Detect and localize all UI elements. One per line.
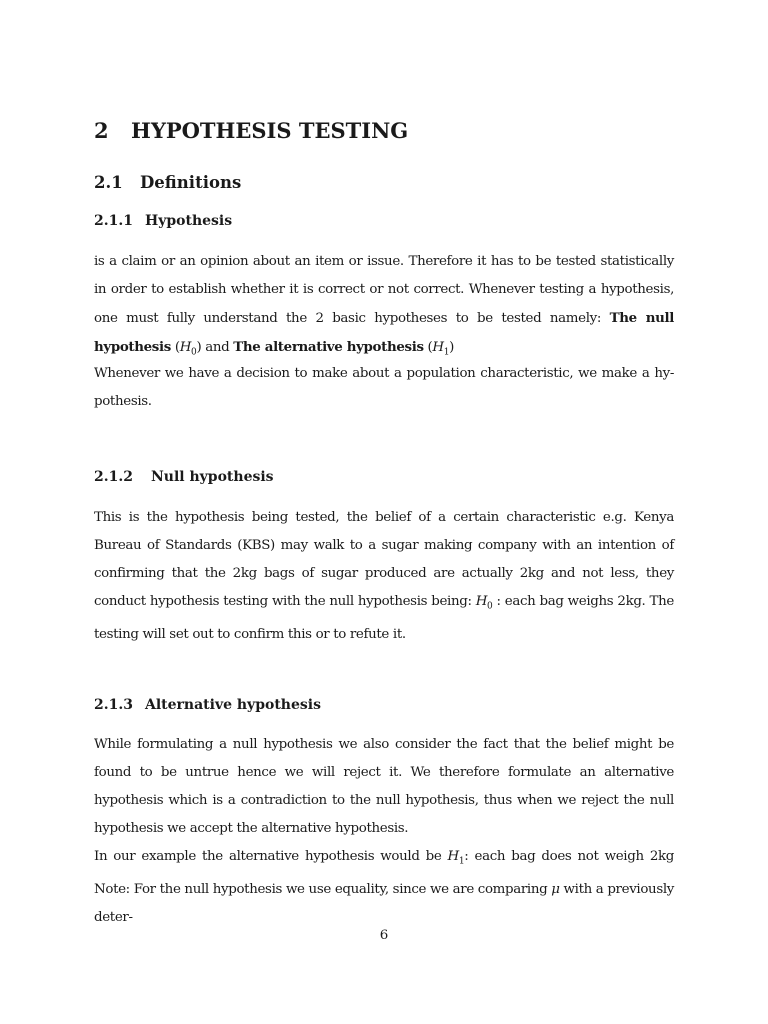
math-sub: 1 [458, 856, 465, 867]
alternative-hypothesis-paragraph-2 [94, 843, 674, 932]
subsubsection-title: Alternative hypothesis [145, 697, 321, 713]
math-var: H [447, 849, 459, 864]
h1-symbol [447, 849, 465, 867]
h0-symbol [179, 340, 197, 358]
subsubsection-number: 2.1.2 [94, 469, 133, 485]
math-var: H [179, 340, 192, 355]
paragraph-text: This is the hypothesis being tested, the belief of a certain characteristic e.g. Kenya Bureau of Standards (KBS) may walk to a sugar making company with an intention of confirming that the 2kg bags of sugar produced are actually 2kg and not less, they conduct hypothesis testing with the null hypothesis being: [94, 510, 674, 609]
section-title: HYPOTHESIS TESTING [131, 118, 409, 143]
math-sub: 1 [443, 347, 450, 358]
section-heading [94, 118, 408, 143]
subsection-title: Definitions [140, 173, 242, 192]
null-hypothesis-paragraph [94, 504, 674, 649]
subsubsection-title: Hypothesis [145, 213, 233, 229]
paragraph-text: Whenever we have a decision to make about a population characteristic, we make a hy-pothesis. [94, 366, 674, 409]
section-number: 2 [94, 118, 109, 143]
subsubsection-number: 2.1.1 [94, 213, 133, 229]
subsection-number: 2.1 [94, 173, 123, 192]
alternative-hypothesis-paragraph [94, 731, 674, 843]
subsubsection-heading-null-hypothesis [94, 469, 274, 485]
paragraph-text: ) and [196, 340, 234, 355]
hypothesis-paragraph [94, 248, 674, 367]
paren: ( [423, 340, 433, 355]
subsubsection-number: 2.1.3 [94, 697, 133, 713]
null-hypothesis-term: The null hypothesis [94, 310, 674, 355]
paren: ) [449, 340, 455, 355]
paragraph-text: : each bag weighs 2kg. The testing will set out to confirm this or to refute it. [94, 594, 674, 642]
subsubsection-heading-alternative-hypothesis [94, 697, 321, 713]
mu-symbol: μ [551, 881, 560, 897]
paragraph-text: is a claim or an opinion about an item or issue. Therefore it has to be tested statistically in order to establish whether it is correct or not correct. Whenever testing a hypothesis, one must fully understand the 2 basic hypotheses to be tested namely: [94, 254, 674, 326]
paragraph-text: : each bag does not weigh 2kg Note: For the null hypothesis we use equality, since we are comparing [94, 849, 674, 897]
h0-symbol [475, 594, 493, 612]
subsubsection-heading-hypothesis [94, 213, 232, 229]
paren: ( [174, 340, 180, 355]
alternative-hypothesis-term: The alternative hypothesis [233, 339, 424, 355]
math-var: H [432, 340, 444, 355]
math-sub: 0 [191, 347, 197, 358]
math-var: H [475, 594, 488, 609]
paragraph-text: While formulating a null hypothesis we also consider the fact that the belief might be found to be untrue hence we will reject it. We therefore formulate an alternative hypothesis which is a contradiction to the null hypothesis, thus when we reject the null hypothesis we accept the alternative hypothesis. [94, 737, 674, 836]
page-number: 6 [379, 928, 389, 943]
hypothesis-paragraph-2 [94, 360, 674, 416]
math-sub: 0 [487, 601, 493, 612]
paragraph-text: with a previously deter- [94, 881, 674, 925]
h1-symbol [432, 340, 450, 358]
paragraph-text: In our example the alternative hypothesis would be [94, 849, 448, 864]
subsubsection-title: Null hypothesis [151, 469, 274, 485]
subsection-heading [94, 173, 241, 192]
